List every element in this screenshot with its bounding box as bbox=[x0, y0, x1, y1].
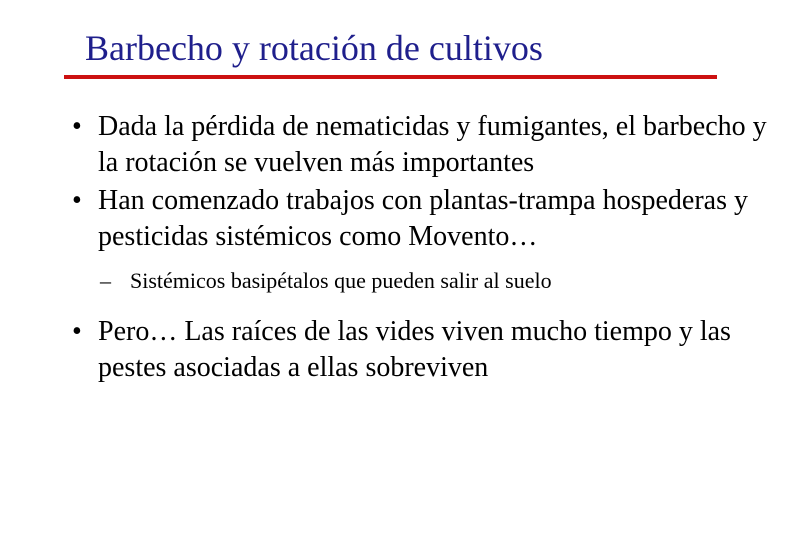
title-underline bbox=[64, 75, 717, 79]
bullet-item-1 bbox=[72, 109, 772, 181]
bullet-marker: • bbox=[72, 111, 82, 142]
bullet-item-2 bbox=[72, 183, 772, 255]
bullet-marker: • bbox=[72, 316, 82, 347]
bullet-item-3 bbox=[72, 314, 772, 386]
sub-bullet-text: Sistémicos basipétalos que pueden salir al suelo bbox=[130, 268, 552, 293]
slide-title: Barbecho y rotación de cultivos bbox=[85, 28, 543, 68]
sub-bullet-item-1 bbox=[72, 266, 772, 296]
bullet-text: Pero… Las raíces de las vides viven mucho tiempo y las pestes asociadas a ellas sobreviven bbox=[98, 316, 731, 383]
bullet-marker: • bbox=[72, 185, 82, 216]
bullet-text: Dada la pérdida de nematicidas y fumigantes, el barbecho y la rotación se vuelven más importantes bbox=[98, 111, 767, 178]
sub-bullet-marker: – bbox=[100, 268, 111, 293]
slide-body bbox=[72, 109, 772, 388]
bullet-text: Han comenzado trabajos con plantas-trampa hospederas y pesticidas sistémicos como Movento… bbox=[98, 185, 748, 252]
